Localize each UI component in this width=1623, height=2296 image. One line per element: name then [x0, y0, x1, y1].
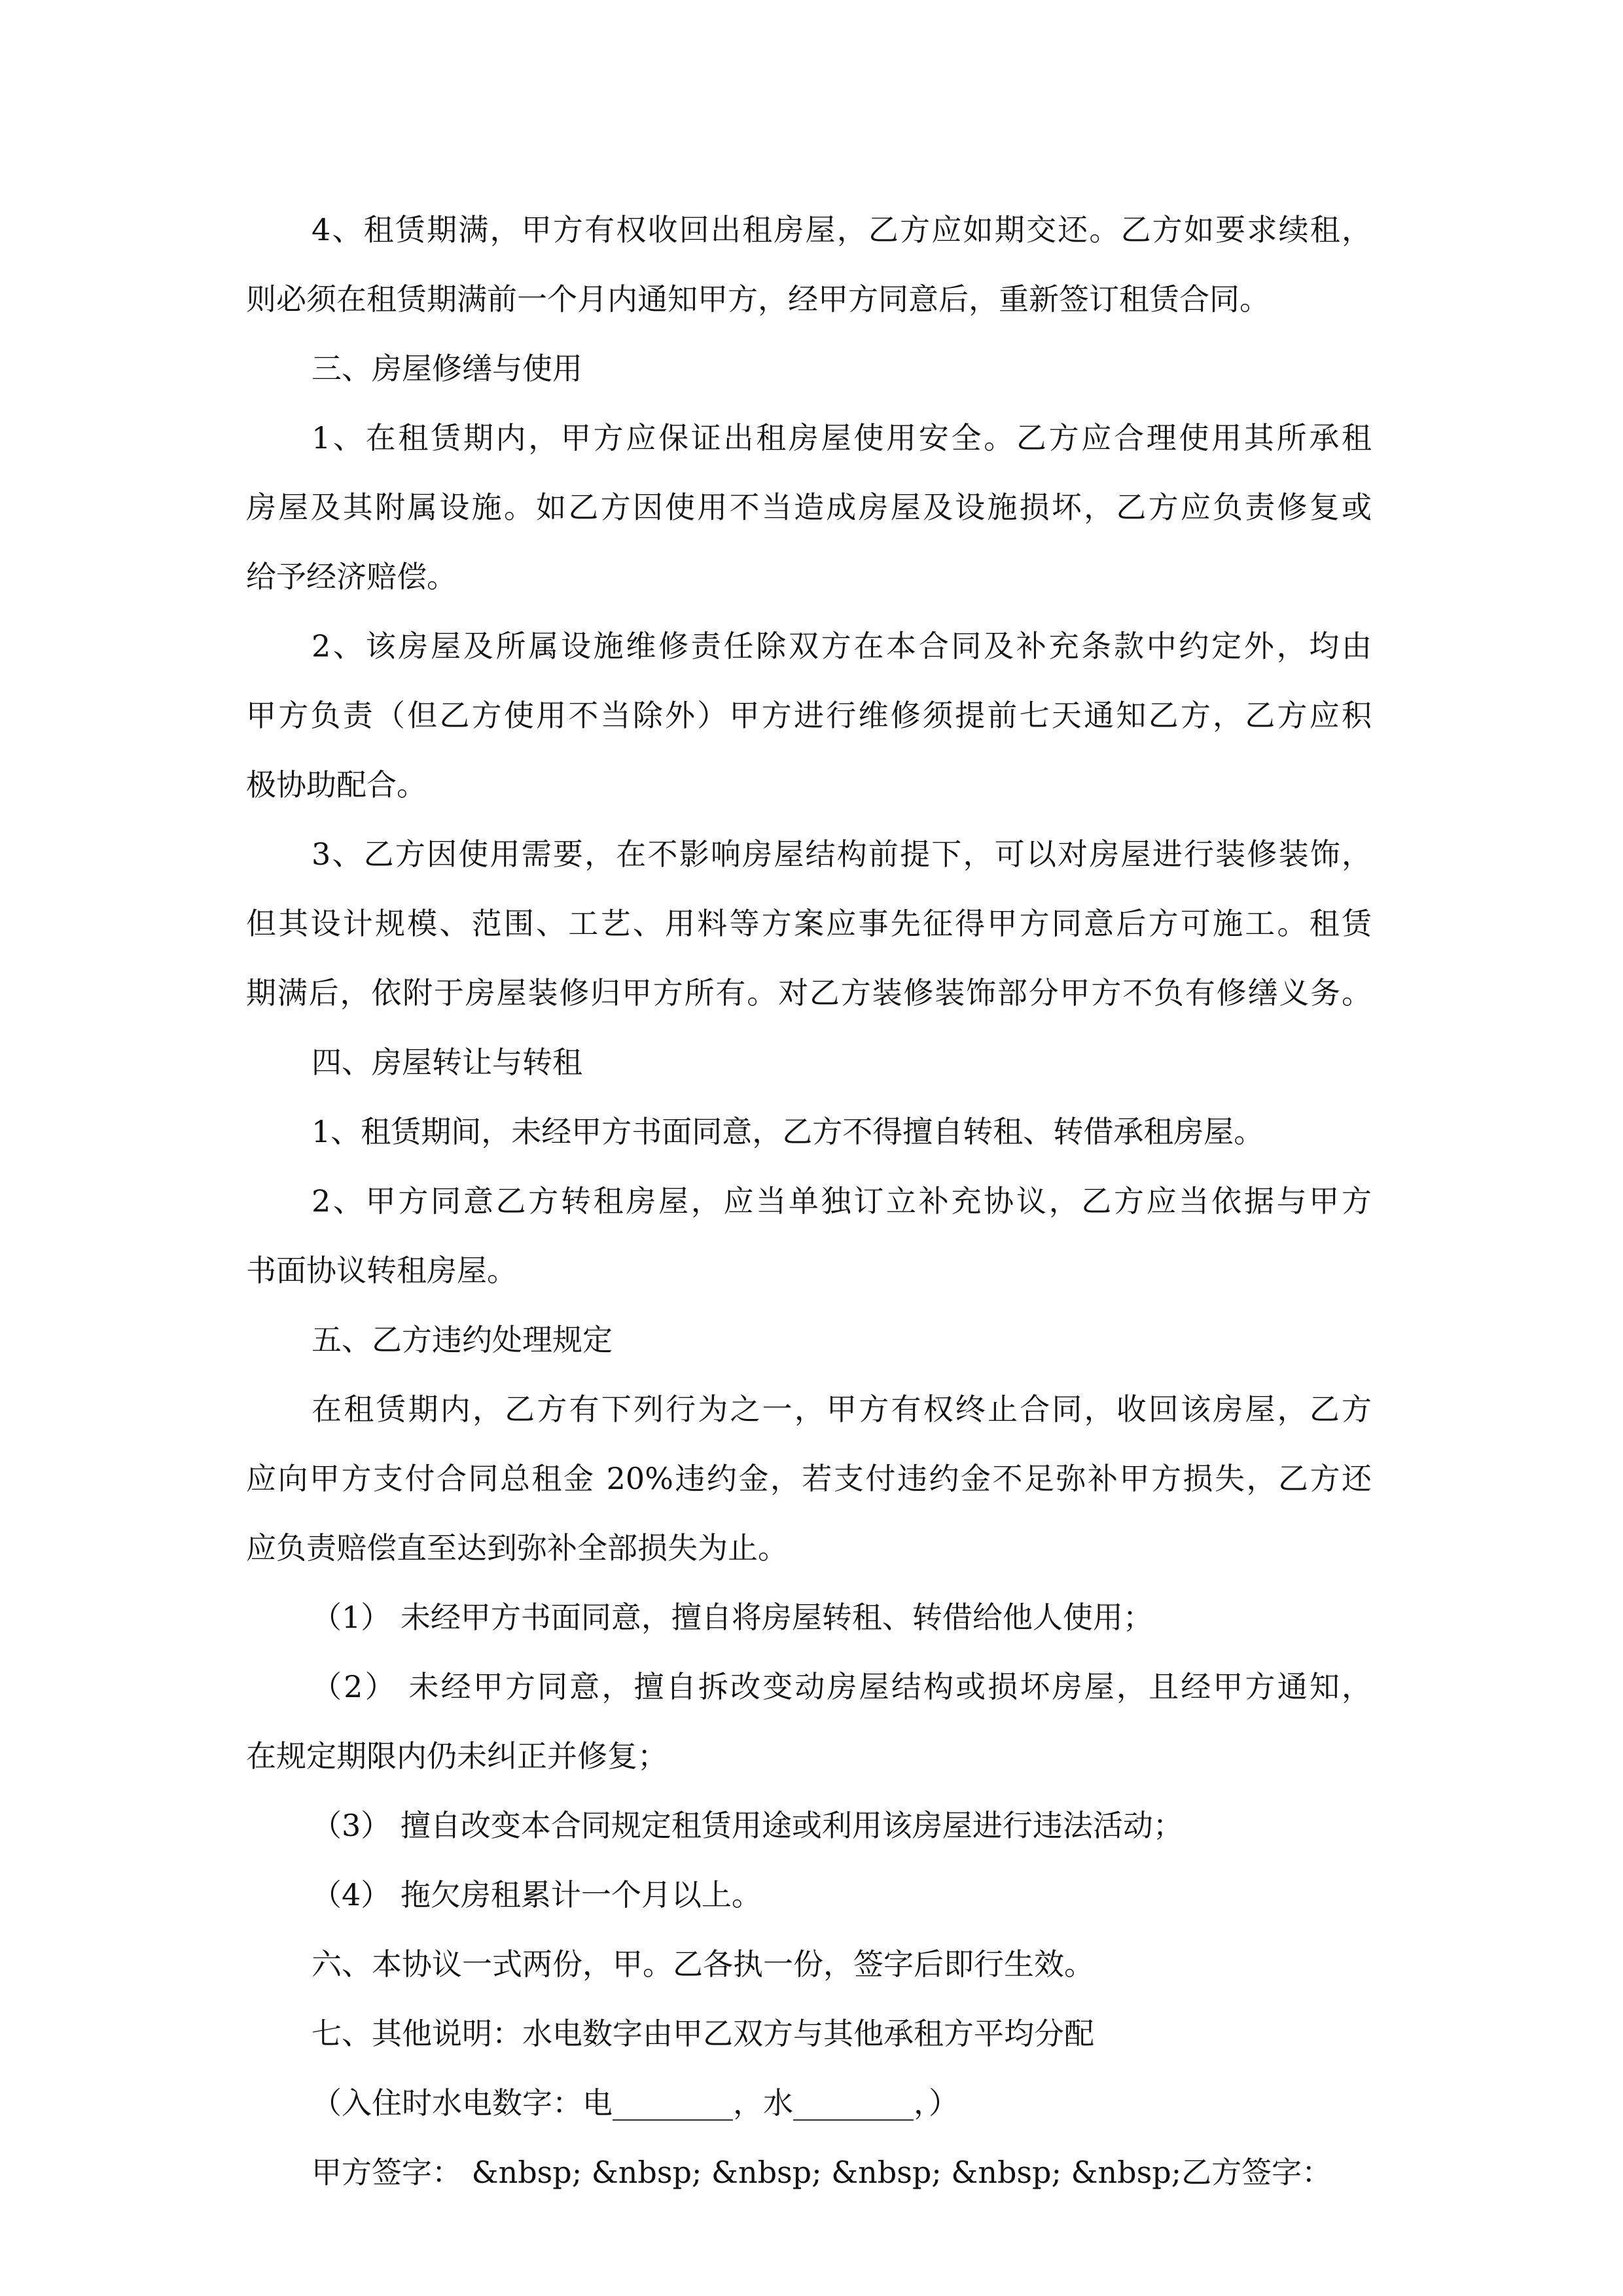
paragraph-line-19: 应向甲方支付合同总租金 20%违约金，若支付违约金不足弥补甲方损失，乙方还 — [246, 1461, 1372, 1496]
list-item-2-continued: 在规定期限内仍未纠正并修复； — [246, 1738, 668, 1774]
section-heading-13: 四、房屋转让与转租 — [312, 1045, 582, 1080]
paragraph-line-6: 给予经济赔偿。 — [246, 559, 457, 594]
section-heading-26: 六、本协议一式两份，甲。乙各执一份，签字后即行生效。 — [312, 1946, 1094, 1982]
list-item-1: （1） 未经甲方书面同意，擅自将房屋转租、转借给他人使用； — [312, 1600, 1153, 1635]
paragraph-line-18: 在租赁期内，乙方有下列行为之一，甲方有权终止合同，收回该房屋，乙方 — [312, 1391, 1372, 1427]
paragraph-line-10: 3、乙方因使用需要，在不影响房屋结构前提下，可以对房屋进行装修装饰， — [312, 836, 1372, 872]
paragraph-line-16: 书面协议转租房屋。 — [246, 1253, 517, 1288]
paragraph-line-8: 甲方负责（但乙方使用不当除外）甲方进行维修须提前七天通知乙方，乙方应积 — [246, 698, 1372, 733]
paragraph-line-4: 1、在租赁期内，甲方应保证出租房屋使用安全。乙方应合理使用其所承租 — [312, 420, 1372, 456]
list-item-2: （2） 未经甲方同意，擅自拆改变动房屋结构或损坏房屋，且经甲方通知， — [312, 1669, 1372, 1704]
paragraph-line-2: 则必须在租赁期满前一个月内通知甲方，经甲方同意后，重新签订租赁合同。 — [246, 281, 1270, 317]
paragraph-line-7: 2、该房屋及所属设施维修责任除双方在本合同及补充条款中约定外，均由 — [312, 628, 1372, 664]
paragraph-line-14: 1、租赁期间，未经甲方书面同意，乙方不得擅自转租、转借承租房屋。 — [312, 1114, 1264, 1149]
section-heading-17: 五、乙方违约处理规定 — [312, 1322, 613, 1357]
paragraph-line-9: 极协助配合。 — [246, 767, 427, 802]
paragraph-line-20: 应负责赔偿直至达到弥补全部损失为止。 — [246, 1530, 788, 1566]
paragraph-line-12: 期满后，依附于房屋装修归甲方所有。对乙方装修装饰部分甲方不负有修缮义务。 — [246, 975, 1372, 1011]
meter-reading-line: （入住时水电数字：电________，水________，） — [312, 2085, 959, 2121]
section-heading-27: 七、其他说明：水电数字由甲乙双方与其他承租方平均分配 — [312, 2016, 1094, 2051]
paragraph-line-15: 2、甲方同意乙方转租房屋，应当单独订立补充协议，乙方应当依据与甲方 — [312, 1183, 1372, 1219]
list-item-3: （3） 擅自改变本合同规定租赁用途或利用该房屋进行违法活动； — [312, 1808, 1183, 1843]
section-heading-3: 三、房屋修缮与使用 — [312, 351, 582, 386]
paragraph-line-1: 4、租赁期满，甲方有权收回出租房屋，乙方应如期交还。乙方如要求续租， — [312, 212, 1372, 247]
paragraph-line-5: 房屋及其附属设施。如乙方因使用不当造成房屋及设施损坏，乙方应负责修复或 — [246, 490, 1372, 525]
signature-line: 甲方签字： &nbsp; &nbsp; &nbsp; &nbsp; &nbsp; &nbsp;乙方签字： — [312, 2155, 1332, 2190]
paragraph-line-11: 但其设计规模、范围、工艺、用料等方案应事先征得甲方同意后方可施工。租赁 — [246, 906, 1372, 941]
list-item-4: （4） 拖欠房租累计一个月以上。 — [312, 1877, 762, 1912]
